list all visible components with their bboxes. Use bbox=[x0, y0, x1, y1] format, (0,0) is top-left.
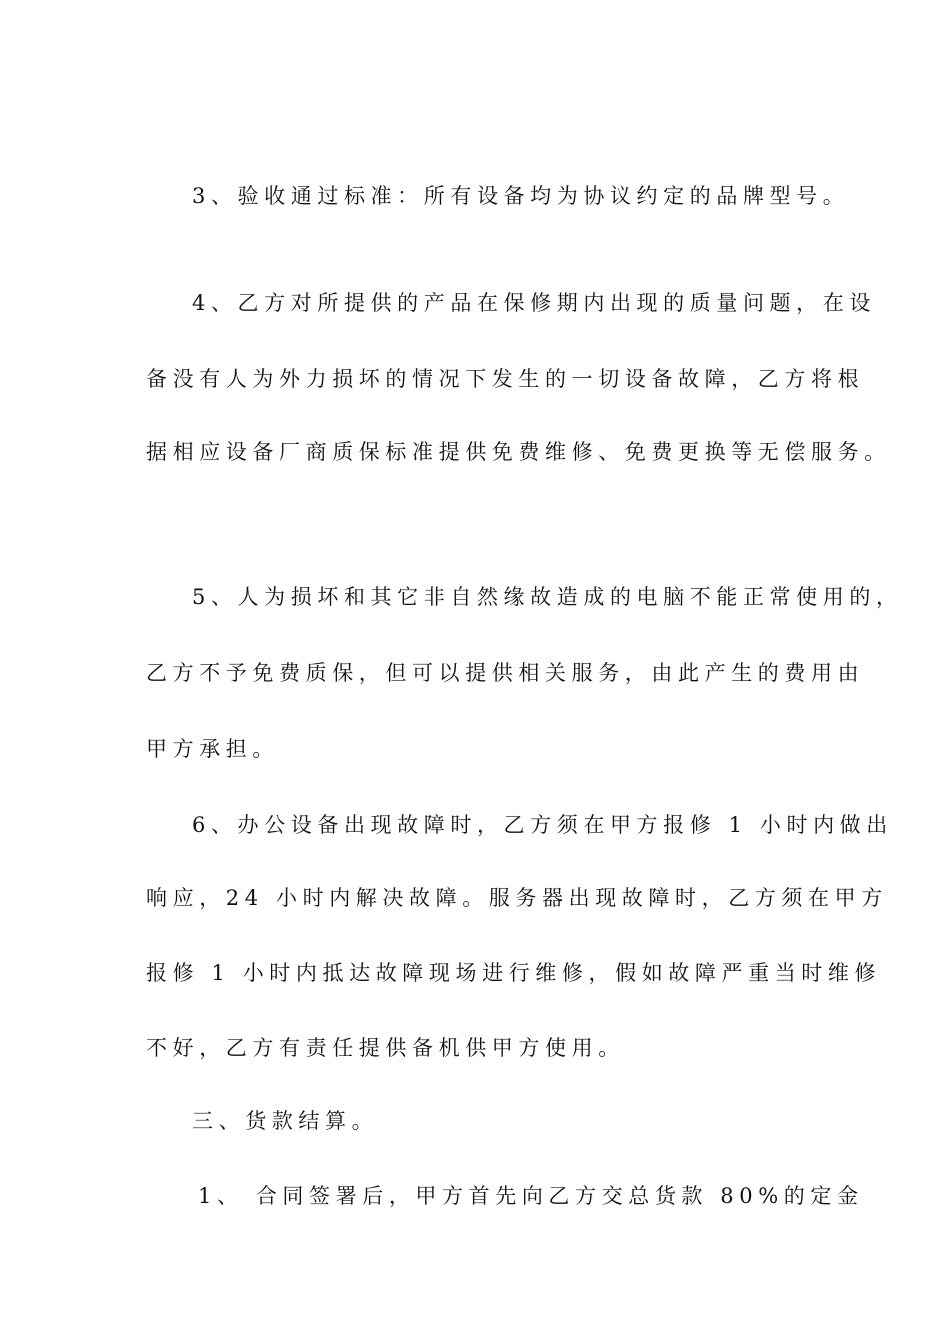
paragraph-line: 1、 合同签署后，甲方首先向乙方交总货款 80%的定金 bbox=[198, 1184, 864, 1208]
paragraph-line: 备没有人为外力损坏的情况下发生的一切设备故障，乙方将根 bbox=[146, 367, 865, 391]
paragraph-line: 4、乙方对所提供的产品在保修期内出现的质量问题，在设 bbox=[192, 291, 876, 315]
paragraph-line: 5、人为损坏和其它非自然缘故造成的电脑不能正常使用的， bbox=[192, 585, 903, 609]
section-heading: 三、货款结算。 bbox=[192, 1109, 379, 1133]
paragraph-line: 6、办公设备出现故障时，乙方须在甲方报修 1 小时内做出 bbox=[192, 813, 893, 837]
paragraph-line: 响应，24 小时内解决故障。服务器出现故障时，乙方须在甲方 bbox=[146, 886, 888, 910]
paragraph-line: 甲方承担。 bbox=[146, 737, 279, 761]
paragraph-line: 报修 1 小时内抵达故障现场进行维修，假如故障严重当时维修 bbox=[146, 961, 882, 985]
paragraph-line: 乙方不予免费质保，但可以提供相关服务，由此产生的费用由 bbox=[146, 661, 865, 685]
paragraph-line: 据相应设备厂商质保标准提供免费维修、免费更换等无偿服务。 bbox=[146, 440, 891, 464]
paragraph-line: 不好，乙方有责任提供备机供甲方使用。 bbox=[146, 1036, 625, 1060]
paragraph-line: 3、验收通过标准：所有设备均为协议约定的品牌型号。 bbox=[192, 184, 850, 208]
